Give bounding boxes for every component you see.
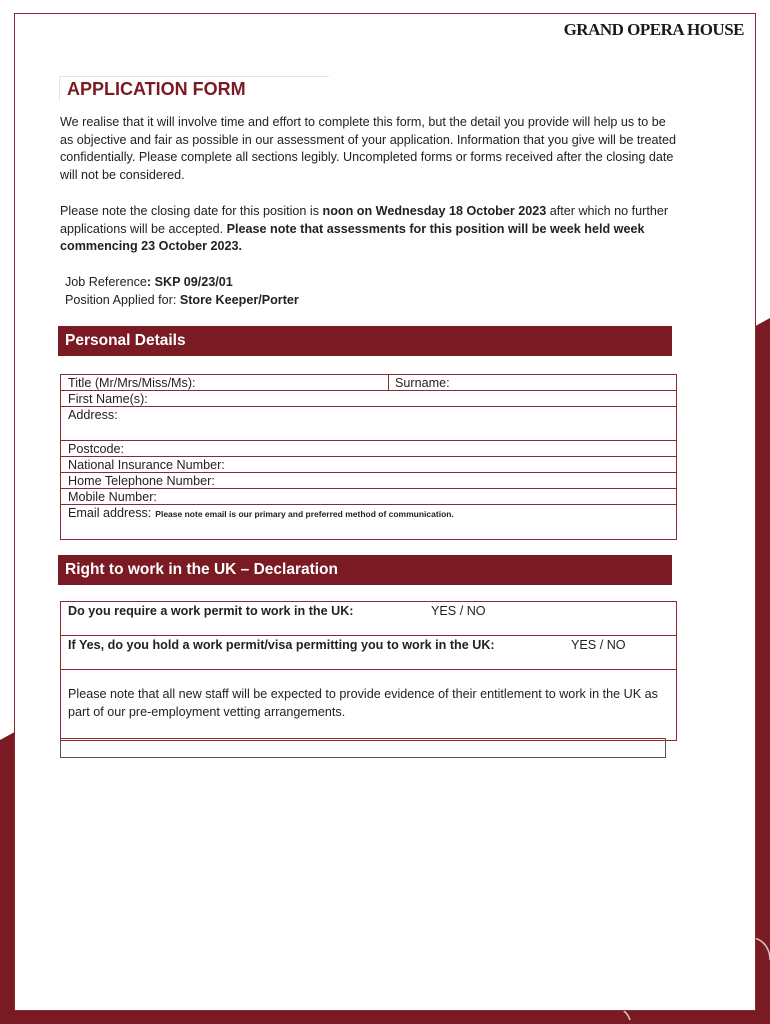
- job-reference-block: [65, 274, 299, 309]
- closing-date-paragraph: [60, 203, 685, 256]
- job-ref-value: : SKP 09/23/01: [146, 275, 233, 289]
- visa-question: If Yes, do you hold a work permit/visa permitting you to work in the UK:: [68, 638, 495, 652]
- closing-mid: after which no further applications will be accepted.: [60, 204, 669, 236]
- personal-details-heading: Personal Details: [58, 326, 672, 356]
- evidence-note: Please note that all new staff will be expected to provide evidence of their entitlement to work in the UK as part of our pre-employment vetting arrangements.: [68, 687, 658, 719]
- email-field[interactable]: [61, 505, 676, 539]
- job-ref-label: Job Reference: [65, 275, 147, 289]
- postcode-field[interactable]: Postcode:: [61, 441, 676, 457]
- grand-opera-house-logo: GRAND OPERA HOUSE: [563, 20, 744, 39]
- work-permit-question-row: [61, 602, 676, 636]
- closing-date: noon on Wednesday 18 October 2023: [322, 204, 547, 218]
- first-name-field[interactable]: First Name(s):: [61, 391, 676, 407]
- email-label: Email address:: [68, 506, 152, 520]
- title-surname-row: [61, 375, 676, 391]
- mobile-number-field[interactable]: Mobile Number:: [61, 489, 676, 505]
- email-note: Please note email is our primary and preferred method of communication.: [155, 509, 454, 519]
- work-permit-answer[interactable]: YES / NO: [431, 604, 486, 618]
- ni-number-field[interactable]: National Insurance Number:: [61, 457, 676, 473]
- assessment-note: Please note that assessments for this position will be week held week commencing 23 October 2023.: [60, 221, 645, 254]
- personal-details-table: [60, 374, 677, 540]
- empty-box: [60, 738, 666, 758]
- visa-answer[interactable]: YES / NO: [571, 638, 626, 652]
- right-to-work-table: [60, 601, 677, 741]
- home-telephone-field[interactable]: Home Telephone Number:: [61, 473, 676, 489]
- form-title: APPLICATION FORM: [59, 76, 329, 101]
- position-value: Store Keeper/Porter: [179, 292, 299, 307]
- surname-field[interactable]: Surname:: [395, 376, 450, 390]
- right-to-work-heading: Right to work in the UK – Declaration: [58, 555, 672, 585]
- closing-prefix: Please note the closing date for this position is: [60, 204, 323, 218]
- title-field[interactable]: Title (Mr/Mrs/Miss/Ms):: [61, 375, 389, 390]
- visa-question-row: [61, 636, 676, 670]
- address-field[interactable]: Address:: [61, 407, 676, 441]
- work-permit-question: Do you require a work permit to work in the UK:: [68, 604, 354, 618]
- position-label: Position Applied for:: [65, 292, 180, 307]
- intro-text: We realise that it will involve time and effort to complete this form, but the detail you provide will help us to be as objective and fair as possible in our assessment of your application. Information that you give will be treated confidentially. Please complete all sections legibly. Uncompleted forms or forms received after the closing date will not be considered.: [60, 115, 677, 182]
- intro-paragraph: [60, 114, 680, 184]
